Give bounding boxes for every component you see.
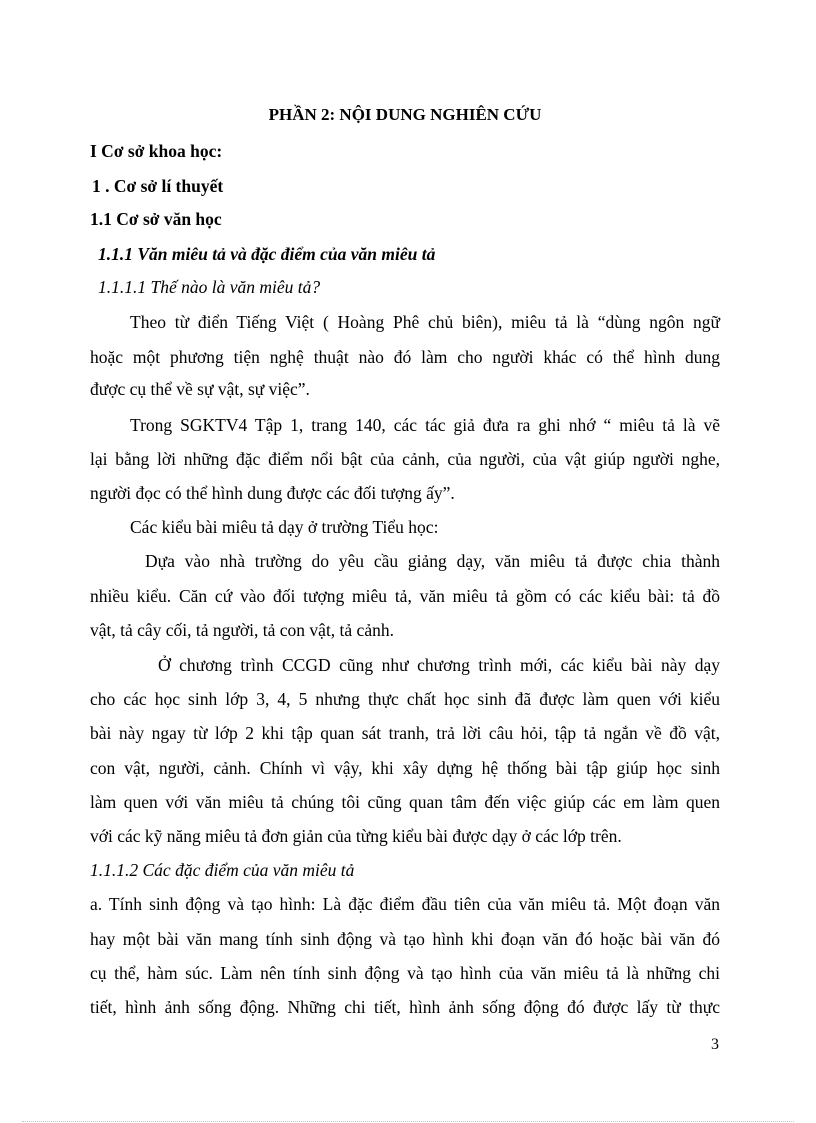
paragraph-line: Theo từ điển Tiếng Việt ( Hoàng Phê chủ biên), miêu tả là “dùng ngôn ngữ [130,312,720,332]
heading-4: 1.1.1 Văn miêu tả và đặc điểm của văn miêu tả [98,244,436,264]
paragraph-line: hoặc một phương tiện nghệ thuật nào đó làm cho người khác có thể hình dung [90,347,720,367]
paragraph-line: Trong SGKTV4 Tập 1, trang 140, các tác giả đưa ra ghi nhớ “ miêu tả là vẽ [130,415,720,435]
heading-5b: 1.1.1.2 Các đặc điểm của văn miêu tả [90,860,355,880]
page-border-divider [22,1121,794,1122]
paragraph-line: người đọc có thể hình dung được các đối tượng ấy”. [90,483,455,503]
paragraph-line: bài này ngay từ lớp 2 khi tập quan sát tranh, trả lời câu hỏi, tập tả ngắn về đồ vật, [90,723,720,743]
heading-3: 1.1 Cơ sở văn học [90,209,222,229]
heading-5: 1.1.1.1 Thế nào là văn miêu tả? [98,277,321,297]
paragraph-line: nhiều kiểu. Căn cứ vào đối tượng miêu tả, văn miêu tả gồm có các kiểu bài: tả đồ [90,586,720,606]
paragraph-line: a. Tính sinh động và tạo hình: Là đặc điểm đầu tiên của văn miêu tả. Một đoạn văn [90,894,720,914]
paragraph-line: hay một bài văn mang tính sinh động và tạo hình khi đoạn văn đó hoặc bài văn đó [90,929,720,949]
paragraph-line: Các kiểu bài miêu tả dạy ở trường Tiểu học: [130,517,439,537]
heading-1: I Cơ sở khoa học: [90,141,223,161]
paragraph-line: cho các học sinh lớp 3, 4, 5 nhưng thực chất học sinh đã được làm quen với kiểu [90,689,720,709]
paragraph-line: với các kỹ năng miêu tả đơn giản của từng kiểu bài được dạy ở các lớp trên. [90,826,622,846]
paragraph-line: Ở chương trình CCGD cũng như chương trình mới, các kiểu bài này dạy [158,655,720,675]
paragraph-line: con vật, người, cảnh. Chính vì vậy, khi xây dựng hệ thống bài tập giúp học sinh [90,758,720,778]
paragraph-line: tiết, hình ảnh sống động. Những chi tiết, hình ảnh sống động đó được lấy từ thực [90,997,720,1017]
paragraph-line: Dựa vào nhà trường do yêu cầu giảng dạy, văn miêu tả được chia thành [145,551,720,571]
paragraph-line: làm quen với văn miêu tả chúng tôi cũng quan tâm đến việc giúp các em làm quen [90,792,720,812]
part-title: PHẦN 2: NỘI DUNG NGHIÊN CỨU [268,105,542,124]
page-number: 3 [711,1036,719,1053]
paragraph-line: cụ thể, hàm súc. Làm nên tính sinh động và tạo hình của văn miêu tả là những chi [90,963,720,983]
paragraph-line: được cụ thể về sự vật, sự việc”. [90,379,310,399]
heading-2: 1 . Cơ sở lí thuyết [92,176,224,196]
paragraph-line: lại bằng lời những đặc điểm nổi bật của cảnh, của người, của vật giúp người nghe, [90,449,720,469]
paragraph-line: vật, tả cây cối, tả người, tả con vật, tả cảnh. [90,620,394,640]
